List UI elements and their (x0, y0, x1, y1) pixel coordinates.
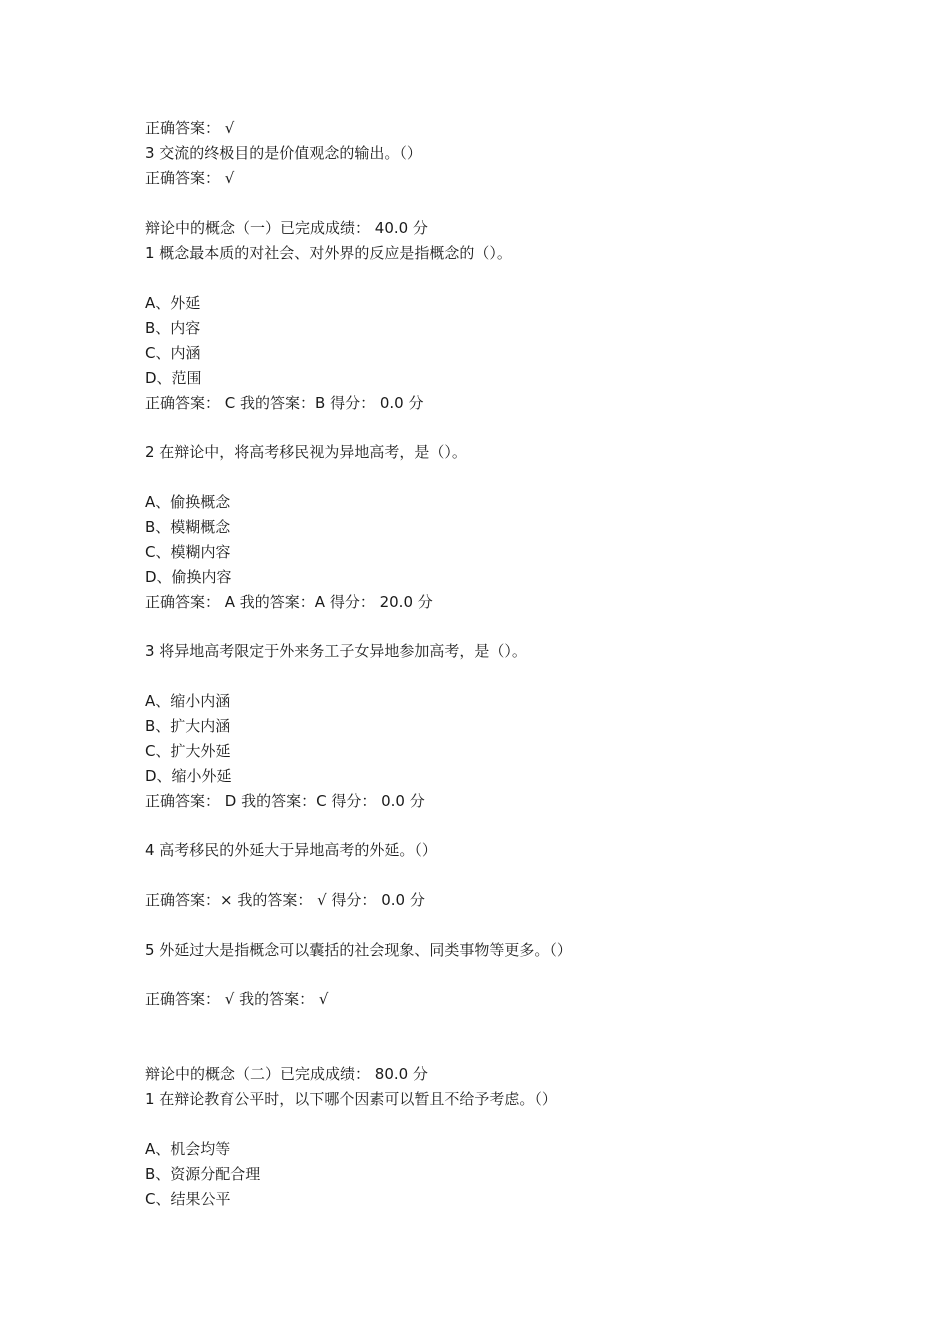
option-line: C、扩大外延 (145, 742, 231, 760)
option-line: C、内涵 (145, 344, 201, 362)
option-line: D、偷换内容 (145, 568, 232, 586)
option-line: B、资源分配合理 (145, 1165, 261, 1183)
answer-line: 正确答案： √ (145, 169, 235, 187)
option-line: D、缩小外延 (145, 767, 232, 785)
option-line: B、内容 (145, 319, 201, 337)
question-line: 1 概念最本质的对社会、对外界的反应是指概念的（）。 (145, 244, 512, 262)
question-line: 1 在辩论教育公平时，以下哪个因素可以暂且不给予考虑。（） (145, 1090, 557, 1108)
section-heading: 辩论中的概念（二）已完成成绩： 80.0 分 (145, 1065, 428, 1083)
question-line: 4 高考移民的外延大于异地高考的外延。（） (145, 841, 437, 859)
section-heading: 辩论中的概念（一）已完成成绩： 40.0 分 (145, 219, 428, 237)
question-line: 2 在辩论中，将高考移民视为异地高考，是（）。 (145, 443, 467, 461)
option-line: A、机会均等 (145, 1140, 231, 1158)
option-line: D、范围 (145, 369, 202, 387)
answer-line: 正确答案：× 我的答案： √ 得分： 0.0 分 (145, 891, 425, 909)
answer-line: 正确答案： √ 我的答案： √ (145, 990, 329, 1008)
question-line: 5 外延过大是指概念可以囊括的社会现象、同类事物等更多。（） (145, 941, 572, 959)
option-line: A、外延 (145, 294, 201, 312)
question-line: 3 将异地高考限定于外来务工子女异地参加高考，是（）。 (145, 642, 527, 660)
option-line: A、偷换概念 (145, 493, 231, 511)
answer-line: 正确答案： √ (145, 119, 235, 137)
option-line: B、扩大内涵 (145, 717, 231, 735)
option-line: B、模糊概念 (145, 518, 231, 536)
answer-line: 正确答案： C 我的答案：B 得分： 0.0 分 (145, 394, 424, 412)
answer-line: 正确答案： A 我的答案：A 得分： 20.0 分 (145, 593, 433, 611)
question-line: 3 交流的终极目的是价值观念的输出。（） (145, 144, 422, 162)
option-line: C、模糊内容 (145, 543, 231, 561)
option-line: A、缩小内涵 (145, 692, 231, 710)
answer-line: 正确答案： D 我的答案：C 得分： 0.0 分 (145, 792, 425, 810)
option-line: C、结果公平 (145, 1190, 231, 1208)
